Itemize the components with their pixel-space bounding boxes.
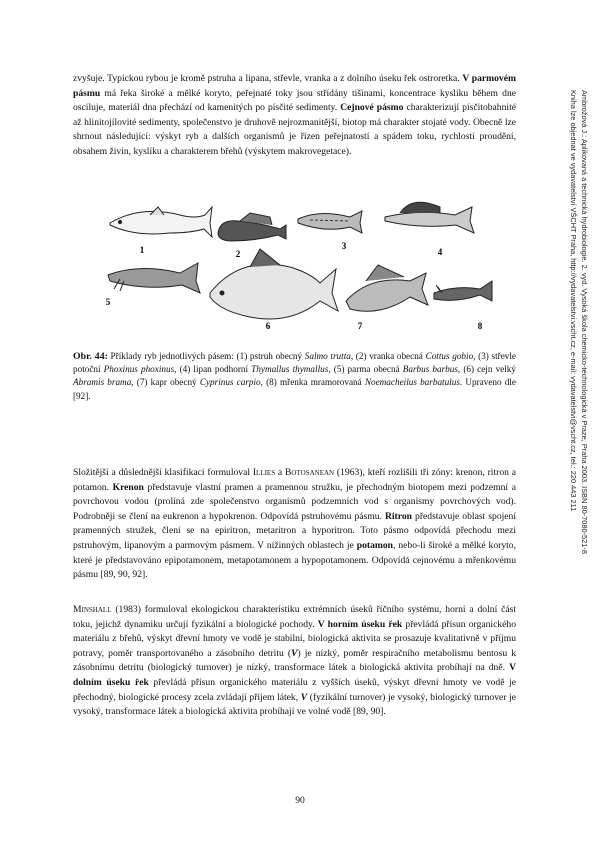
paragraph-illies-classification: Složitější a důslednější klasifikaci formuloval Illies a Botosanean (1963), kteří rozlišili tři zóny: krenon, ritron a potamon. Krenon představuje vlastní pramen a pramennou stružku, je přechodným biotopem mezi podzemní a povrchovou vodou (prolíná zde společenstvo organismů podzemních vod s organismy povrchových vod). Podrobněji se člení na eukrenon a hypokrenon. Odpovídá pstruhovému pásmu. Ritron představuje oblast spojení pramenných stružek, člení se na epiritron, metaritron a hyporitron. Toto pásmo odpovídá přechodu mezi pstruhovým, lipanovým a parmovým pásmem. V nížinných oblastech je potamon, nebo-li široké a mělké koryto, které je představováno epipotamonem, metapotamonem a hypopotamonem. Odpovídá cejnovému a mřenkovému pásmu [89, 90, 92]. xyxy=(73,467,517,581)
paragraph-fish-zones: zvyšuje. Typickou rybou je kromě pstruha a lipana, střevle, vranka a z dolního úseku řek ostroretka. V parmovém pásmu má řeka široké a mělké koryto, peřejnaté toky jsou střídány tišinami, koncentrace kyslíku během dne osciluje, materiál dna přechází od kamenitých po písčité sedimenty. Cejnové pásmo charakterizují písčitobahnité až hlinitojílovité sedimenty, společenstvo je druhově nejrozmanitější, biotop má charakter stojaté vody. Obecně lze shrnout následující: výskyt ryb a dalších organismů je řízen peřejnatostí a spádem toku, rychlostí proudění, obsahem živin, kyslíku a charakterem břehů (výskytem makrovegetace). xyxy=(73,73,516,157)
citation-line: Ambrožová J.: Aplikovaná a technická hydrobiologie. 2. vyd. Vysoká škola chemicko-technologická v Praze, Praha 2003. ISBN 80-7080-521-8 xyxy=(580,90,589,554)
side-citation xyxy=(560,90,590,610)
order-info-line: Kniha lze objednat ve vydavatelství VŠCHT Praha, http://vydavatelstvi.vscht.cz, e-mail: vydavatelstvi@vscht.cz, tel.: 220 443 211 xyxy=(569,90,578,512)
fish-label-2: 2 xyxy=(235,249,241,259)
fish-label-5: 5 xyxy=(105,297,111,307)
page-number: 90 xyxy=(295,795,305,806)
fish-label-8: 8 xyxy=(477,321,483,331)
fish-loach-image xyxy=(434,281,492,301)
fish-label-6: 6 xyxy=(265,321,271,331)
fish-trout-image xyxy=(110,207,212,237)
fish-bream-image xyxy=(210,249,338,319)
fish-label-1: 1 xyxy=(139,245,145,255)
fish-label-4: 4 xyxy=(437,247,443,257)
fish-grayling-image xyxy=(385,202,474,233)
fish-figure xyxy=(100,193,500,343)
paragraph-minshall: Minshall (1983) formuloval ekologickou charakteristiku extrémních úseků říčního systému, horní a dolní část toku, jejichž dynamiku určují fyzikální a biologické pochody. V horním úseku řek převládá přísun organického materiálu z břehů, výskyt dřevní hmoty ve vodě je stabilní, biologická aktivita se prosazuje kvalitativně v příjmu potravy, poměr transportovaného a zásobního detritu (V) je nízký, poměr respiračního metabolismu bentosu k zásobnímu detritu (biologický turnover) je nízký, transformace látek a biologická aktivita probíhají na dně. V dolním úseku řek převládá přísun organického materiálu z vyšších úseků, výskyt dřevní hmoty ve vodě je přechodný, biologické procesy zcela zvládají příjem látek, V (fyzikální turnover) je vysoký, biologický turnover je vysoký, transformace látek a biologická aktivita probíhají ve volné vodě [89, 90]. xyxy=(73,604,517,718)
fish-barbel-image xyxy=(108,263,200,293)
fish-bullhead-image xyxy=(218,213,286,241)
fish-minnow-image xyxy=(298,211,362,233)
fish-label-3: 3 xyxy=(341,241,347,251)
figure-caption: Obr. 44: Příklady ryb jednotlivých pásem: (1) pstruh obecný Salmo trutta, (2) vranka obecná Cottus gobio, (3) střevle potoční Phoxinus phoxinus, (4) lipan podhorní Thymallus thymallus, (5) parma obecná Barbus barbus, (6) cejn velký Abramis brama, (7) kapr obecný Cyprinus carpio, (8) mřenka mramorovaná Noemacheilus barbatulus. Upraveno dle [92]. xyxy=(73,351,517,401)
fish-carp-image xyxy=(346,265,428,311)
fish-label-7: 7 xyxy=(357,321,363,331)
